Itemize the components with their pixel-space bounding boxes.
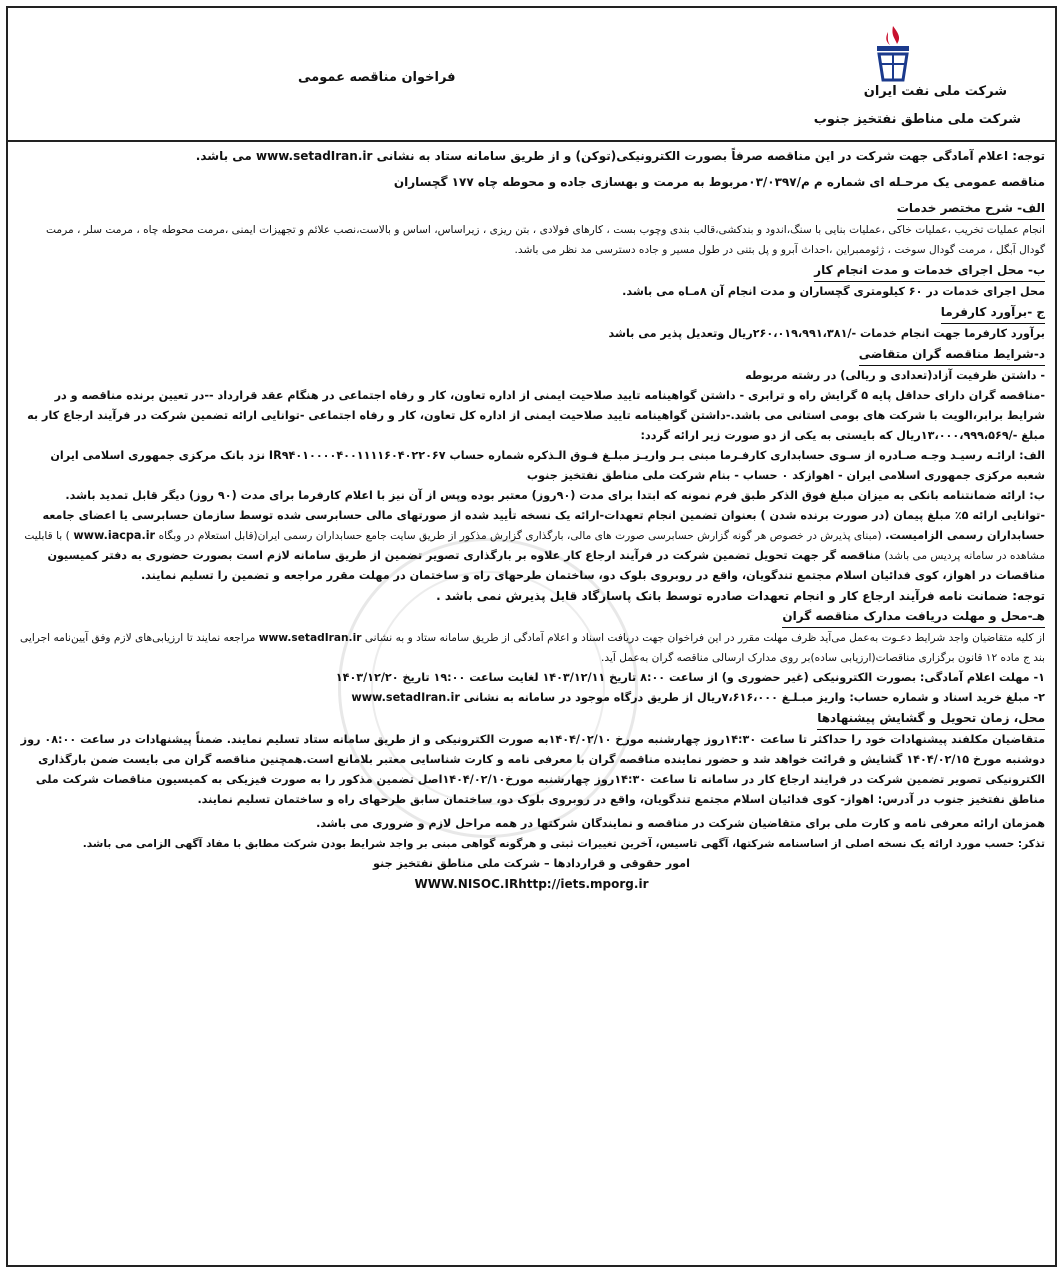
pasargad-notice: توجه: ضمانت نامه فرآیند ارجاع کار و انجام تعهدات صادره توسط بانک پاسارگاد قابل پذیرش نمی باشد . <box>436 589 1045 603</box>
iacpa-link[interactable]: www.iacpa.ir <box>73 529 156 542</box>
section-d-capacity: - داشتن ظرفیت آزاد(تعدادی و ریالی) در رشته مربوطه <box>745 369 1045 382</box>
section-d-requirements: -مناقصه گران دارای حداقل پایه ۵ گرایش راه و ترابری - داشتن گواهینامه تایید صلاحیت ایمنی از اداره تعاون، کار و رفاه اجتماعی در هنگام عقد قرارداد --در تعیین برنده مناقصه و در شرایط برابر،الویت با شرکت های بومی استانی می باشد.-داشتن گواهینامه تایید صلاحیت ایمنی از اداره کل تعاون، کار و رفاه اجتماعی -توانایی ارائه تضمین شرکت در فرآیند ارجاع کار به مبلغ -/۱۳،۰۰۰،۹۹۹،۵۶۹ریال که بایستی به یکی از دو صورت زیر ارائه گردد: <box>27 389 1045 442</box>
section-c-heading: ج -برآورد کارفرما <box>941 302 1045 324</box>
section-d-option-a: الف: ارائـه رسیـد وجـه صـادره از سـوی حسابداری کارفـرما مبنی بـر واریـز مبلـغ فـوق الـذکره شماره حساب IR۹۴۰۱۰۰۰۰۴۰۰۱۱۱۱۶۰۴۰۲۲۰۶۷ نزد بانک مرکزی جمهوری اسلامی ایران شعبه مرکزی جمهوری اسلامی ایران - اهوازکد ۰ حساب - بنام شرکت ملی مناطق نفتخیز جنوب <box>50 449 1045 482</box>
company-name-nioc: شرکت ملی نفت ایران <box>863 84 1007 99</box>
setad-link-2[interactable]: www.setadIran.ir <box>258 632 362 644</box>
announcement-body <box>8 142 1055 1267</box>
announcement-header <box>8 8 1055 142</box>
financial-requirement-text: -توانایی ارائه ۵٪ مبلغ پیمان (در صورت برنده شدن ) بعنوان تضمین انجام تعهدات-ارائه یک نسخه تأیید شده از صورتهای مالی حسابرسی شده توسط سازمان حسابرسی یا اعضای جامعه حسابداران رسمی الزامیست. <box>42 509 1045 542</box>
tender-number-line: مناقصه عمومی یک مرحـله ای شماره م م/۰۳/۰۳۹۷مربوط به مرمت و بهسازی جاده و محوطه چاه ۱۷۷ گچساران <box>393 175 1045 189</box>
guarantee-delivery-text: مناقصه گر جهت تحویل تضمین شرکت در فرآیند ارجاع کار علاوه بر بارگذاری تصویر تضمین از طریق سامانه لازم است بصورت حضوری به دفتر کمیسیون مناقصات در اهواز، کوی فدائیان اسلام مجتمع تندگویان، واقع در روبروی بلوک دو، ساختمان طرحهای راه و ساختمان در مهلت مقرر مراجعه و تضمین را تسلیم نمایند. <box>47 549 1045 582</box>
tender-announcement-page <box>6 6 1057 1267</box>
final-note-documents: تذکر: حسب مورد ارائه یک نسخه اصلی از اساسنامه شرکتها، آگهی تاسیس، آخرین تغییرات ثبتی و هرگونه گواهی مبنی بر واجد شرایط بودن شرکت مطابق با مفاد آگهی الزامی می باشد. <box>82 838 1045 850</box>
document-fee-text: ۲- مبلغ خرید اسناد و شماره حساب: واریز مبـلـغ ۷،۶۱۶،۰۰۰ریال از طریق درگاه موجود در سامانه به نشانی <box>463 691 1045 704</box>
section-c-text: برآورد کارفرما جهت انجام خدمات -/۲۶۰،۰۱۹،۹۹۱،۳۸۱ریال وتعدیل پذیر می باشد <box>608 327 1045 340</box>
section-b-text: محل اجرای خدمات در ۶۰ کیلومتری گچساران و مدت انجام آن ۸مـاه می باشد. <box>622 285 1045 298</box>
section-b-heading: ب- محل اجرای خدمات و مدت انجام کار <box>814 260 1045 282</box>
section-e-invite: از کلیه متقاضیان واجد شرایط دعـوت به‌عمل می‌آید ظرف مهلت مقرر در این فراخوان جهت دریافت اسناد و اعلام آمادگی از طریق سامانه ستاد و به نشانی <box>364 632 1045 644</box>
legal-affairs-signature: امور حقوقی و قراردادها – شرکت ملی مناطق نفتخیز جنو <box>373 857 690 870</box>
section-d-financial <box>18 506 1045 586</box>
announcement-title: فراخوان مناقصه عمومی <box>298 70 456 85</box>
notice-text: توجه: اعلام آمادگی جهت شرکت در این مناقصه صرفاً بصورت الکترونیکی(توکن) و از طریق سامانه ستاد به نشانی <box>376 149 1045 163</box>
footer-links[interactable]: WWW.NISOC.IRhttp://iets.mporg.ir <box>414 877 649 891</box>
section-e-heading: هـ-محل و مهلت دریافت مدارک مناقصه گران <box>782 606 1045 628</box>
setad-link-3[interactable]: www.setadIran.ir <box>351 691 460 704</box>
notice-tail: می باشد. <box>195 149 252 163</box>
nioc-logo-icon <box>871 24 915 82</box>
electronic-notice <box>18 146 1045 166</box>
final-note-id: همزمان ارائه معرفی نامه و کارت ملی برای متقاضیان شرکت در مناقصه و نمایندگان شرکتها در همه مراحل لازم و ضروری می باشد. <box>316 817 1045 830</box>
section-f-heading: محل، زمان تحویل و گشایش پیشنهادها <box>817 708 1045 730</box>
document-fee-item <box>18 688 1045 708</box>
setad-link[interactable]: www.setadIran.ir <box>256 149 373 163</box>
section-a-text: انجام عملیات تخریب ،عملیات خاکی ،عملیات بنایی با سنگ،اندود و بندکشی،قالب بندی وچوب بست ، کارهای فولادی ، بتن ریزی ، زیراساس، اساس و بالاست،نصب علائم و تجهیزات ایمنی ،مرمت محوطه چاه ، مرمت سلر ، مرمت گودال آبگل ، مرمت گودال سوخت ، ژئوممبراین ،احداث آبرو و پل بتنی در طول مسیر و جاده دسترسی مد نظر می باشد. <box>46 224 1045 256</box>
section-d-option-b: ب: ارائه ضمانتنامه بانکی به میزان مبلغ فوق الذکر طبق فرم نمونه که ابتدا برای مدت (۹۰روز) معتبر بوده وپس از آن نیز با اعلام کارفرما برای مدت (۹۰ روز) دیگر قابل تمدید باشد. <box>65 489 1045 502</box>
audit-report-tail: ) با قابلیت مشاهده در سامانه پردیس می باشد) <box>24 530 1045 562</box>
section-d-heading: د-شرایط مناقصه گران متقاضی <box>859 344 1045 366</box>
deadline-item: ۱- مهلت اعلام آمادگی: بصورت الکترونیکی (غیر حضوری و) از ساعت ۸:۰۰ تاریخ ۱۴۰۳/۱۲/۱۱ لغایت ساعت ۱۹:۰۰ تاریخ ۱۴۰۳/۱۲/۲۰ <box>335 671 1045 684</box>
company-name-nisoc: شرکت ملی مناطق نفتخیز جنوب <box>813 112 1021 127</box>
section-e-evaluation: مراجعه نمایند تا ارزیابی‌های لازم وفق آیین‌نامه اجرایی بند ج ماده ۱۲ قانون برگزاری مناقصات(ارزیابی ساده)بر روی مدارک ارسالی مناقصه گران به‌عمل آید. <box>20 632 1045 664</box>
audit-report-text: (مبنای پذیرش در خصوص هر گونه گزارش حسابرسی صورت های مالی، بارگذاری گزارش مذکور از طریق سایت جامع حسابداران رسمی ایران(قابل استعلام در وبگاه <box>158 530 882 542</box>
section-a-heading: الف- شرح مختصر خدمات <box>897 198 1045 220</box>
section-e-text <box>18 628 1045 668</box>
section-f-text: متقاضیان مکلفند پیشنهادات خود را حداکثر تا ساعت ۱۴:۳۰روز چهارشنبه مورخ ۱۴۰۴/۰۲/۱۰به صورت الکترونیکی و از طریق سامانه ستاد تسلیم نمایند. ضمناً پیشنهادات در ساعت ۰۸:۰۰ روز دوشنبه مورخ ۱۴۰۴/۰۲/۱۵ گشایش و قرائت خواهد شد و حضور نماینده مناقصه گران با معرفی نامه و کارت شناسایی معتبر بلامانع است.همچنین مناقصه گران می بایست ضمن بارگذاری الکترونیکی تصویر تضمین شرکت در فرایند ارجاع کار در سامانه تا ساعت ۱۴:۳۰روز چهارشنبه مورخ۱۴۰۴/۰۲/۱۰اصل تضمین مذکور را به صورت فیزیکی به کمیسیون مناقصات شرکت ملی مناطق نفتخیز جنوب در آدرس: اهواز- کوی فدائیان اسلام مجتمع تندگویان، واقع در روبروی بلوک دو، ساختمان سابق طرحهای راه و ساختمان تسلیم نمایند. <box>20 733 1045 806</box>
